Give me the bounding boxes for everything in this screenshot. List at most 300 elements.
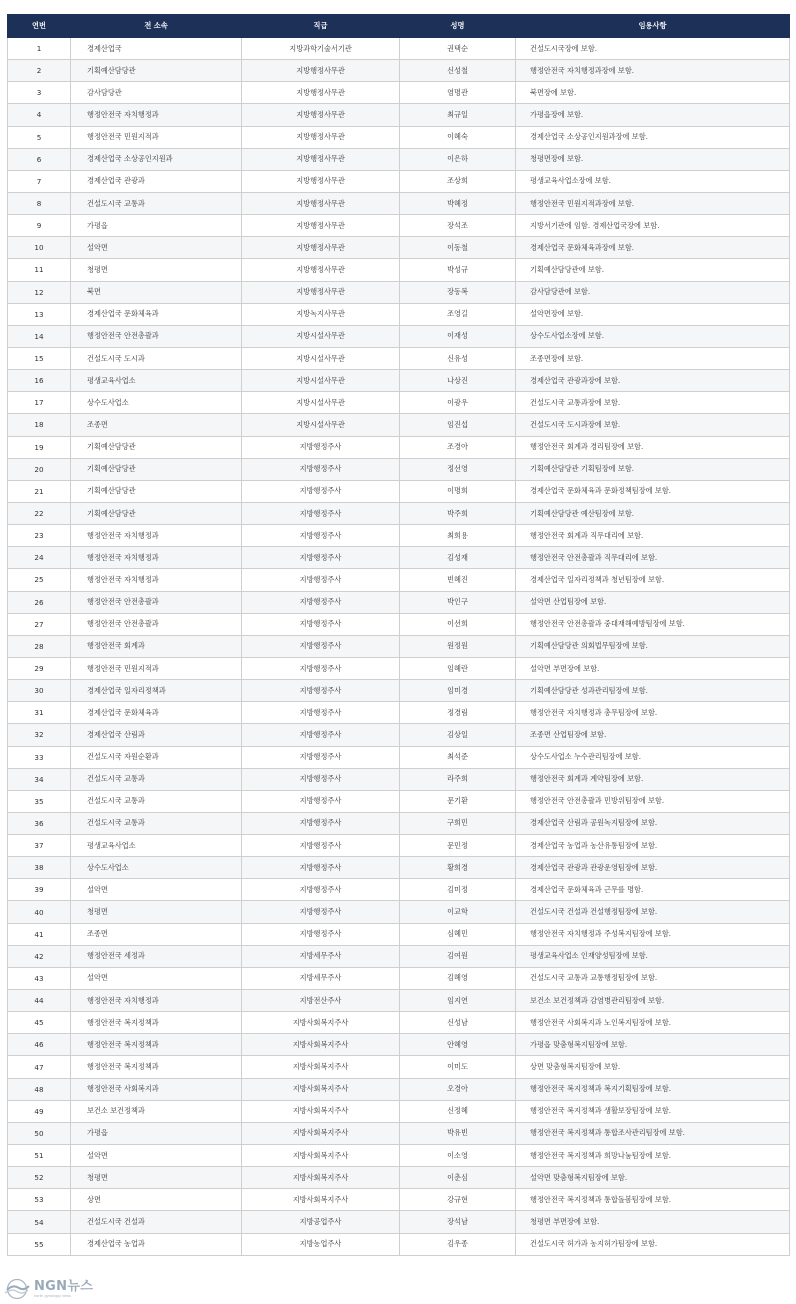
appointment-detail-cell: 청평면 부면장에 보함. [516, 1211, 790, 1233]
previous-department-cell: 상수도사업소 [71, 392, 242, 414]
row-number-cell: 8 [8, 192, 71, 214]
row-number-cell: 33 [8, 746, 71, 768]
previous-department-cell: 행정안전국 세정과 [71, 945, 242, 967]
rank-cell: 지방행정사무관 [242, 148, 400, 170]
row-number-cell: 44 [8, 990, 71, 1012]
table-row [8, 325, 790, 347]
table-row [8, 547, 790, 569]
person-name-cell: 조영길 [400, 303, 516, 325]
appointment-detail-cell: 행정안전국 회계과 직무대리에 보함. [516, 525, 790, 547]
appointment-detail-cell: 가평읍장에 보함. [516, 104, 790, 126]
previous-department-cell: 감사담당관 [71, 82, 242, 104]
appointment-detail-cell: 설악면장에 보함. [516, 303, 790, 325]
person-name-cell: 이은하 [400, 148, 516, 170]
rank-cell: 지방행정사무관 [242, 192, 400, 214]
previous-department-cell: 조종면 [71, 923, 242, 945]
previous-department-cell: 설악면 [71, 237, 242, 259]
appointment-detail-cell: 설악면 부면장에 보함. [516, 657, 790, 679]
rank-cell: 지방행정주사 [242, 724, 400, 746]
person-name-cell: 문기환 [400, 790, 516, 812]
rank-cell: 지방행정주사 [242, 525, 400, 547]
previous-department-cell: 건설도시국 교통과 [71, 192, 242, 214]
rank-cell: 지방사회복지주사 [242, 1034, 400, 1056]
person-name-cell: 원정원 [400, 635, 516, 657]
table-row [8, 990, 790, 1012]
rank-cell: 지방행정주사 [242, 746, 400, 768]
previous-department-cell: 조종면 [71, 414, 242, 436]
rank-cell: 지방행정주사 [242, 857, 400, 879]
appointment-detail-cell: 상수도사업소장에 보함. [516, 325, 790, 347]
person-name-cell: 염명관 [400, 82, 516, 104]
person-name-cell: 정경림 [400, 702, 516, 724]
row-number-cell: 53 [8, 1189, 71, 1211]
table-row [8, 857, 790, 879]
table-row [8, 1211, 790, 1233]
table-row [8, 259, 790, 281]
person-name-cell: 이광우 [400, 392, 516, 414]
previous-department-cell: 건설도시국 교통과 [71, 790, 242, 812]
table-row [8, 1034, 790, 1056]
appointment-detail-cell: 건설도시국장에 보함. [516, 38, 790, 60]
rank-cell: 지방행정주사 [242, 547, 400, 569]
rank-cell: 지방시설사무관 [242, 414, 400, 436]
row-number-cell: 51 [8, 1145, 71, 1167]
person-name-cell: 이미도 [400, 1056, 516, 1078]
table-row [8, 680, 790, 702]
appointment-detail-cell: 평생교육사업소 인재양성팀장에 보함. [516, 945, 790, 967]
row-number-cell: 5 [8, 126, 71, 148]
table-row [8, 38, 790, 60]
appointment-detail-cell: 평생교육사업소장에 보함. [516, 170, 790, 192]
row-number-cell: 3 [8, 82, 71, 104]
previous-department-cell: 상수도사업소 [71, 857, 242, 879]
table-row [8, 281, 790, 303]
rank-cell: 지방사회복지주사 [242, 1122, 400, 1144]
table-row [8, 502, 790, 524]
previous-department-cell: 북면 [71, 281, 242, 303]
appointment-detail-cell: 기획예산담당관 성과관리팀장에 보함. [516, 680, 790, 702]
table-row [8, 458, 790, 480]
ngn-news-logo [4, 1278, 93, 1300]
appointment-detail-cell: 행정안전국 복지정책과 통합돌봄팀장에 보함. [516, 1189, 790, 1211]
previous-department-cell: 행정안전국 안전총괄과 [71, 325, 242, 347]
previous-department-cell: 행정안전국 사회복지과 [71, 1078, 242, 1100]
appointment-detail-cell: 건설도시국 교통과장에 보함. [516, 392, 790, 414]
appointment-detail-cell: 가평읍 맞춤형복지팀장에 보함. [516, 1034, 790, 1056]
person-name-cell: 안혜영 [400, 1034, 516, 1056]
previous-department-cell: 설악면 [71, 879, 242, 901]
row-number-cell: 26 [8, 591, 71, 613]
row-number-cell: 29 [8, 657, 71, 679]
header-row [8, 15, 790, 38]
person-name-cell: 권택순 [400, 38, 516, 60]
rank-cell: 지방행정주사 [242, 790, 400, 812]
appointment-detail-cell: 경제산업국 산림과 공원녹지팀장에 보함. [516, 812, 790, 834]
rank-cell: 지방행정사무관 [242, 281, 400, 303]
previous-department-cell: 행정안전국 자치행정과 [71, 104, 242, 126]
rank-cell: 지방사회복지주사 [242, 1100, 400, 1122]
previous-department-cell: 행정안전국 민원지적과 [71, 657, 242, 679]
previous-department-cell: 상면 [71, 1189, 242, 1211]
person-name-cell: 이명희 [400, 480, 516, 502]
table-row [8, 215, 790, 237]
table-row [8, 923, 790, 945]
person-name-cell: 김우종 [400, 1233, 516, 1255]
row-number-cell: 31 [8, 702, 71, 724]
appointment-detail-cell: 조종면장에 보함. [516, 347, 790, 369]
person-name-cell: 강규현 [400, 1189, 516, 1211]
person-name-cell: 이선희 [400, 613, 516, 635]
rank-cell: 지방시설사무관 [242, 347, 400, 369]
row-number-cell: 49 [8, 1100, 71, 1122]
previous-department-cell: 경제산업국 산림과 [71, 724, 242, 746]
previous-department-cell: 평생교육사업소 [71, 370, 242, 392]
table-row [8, 480, 790, 502]
rank-cell: 지방행정사무관 [242, 170, 400, 192]
table-row [8, 60, 790, 82]
person-name-cell: 구희민 [400, 812, 516, 834]
row-number-cell: 15 [8, 347, 71, 369]
rank-cell: 지방행정주사 [242, 901, 400, 923]
row-number-cell: 42 [8, 945, 71, 967]
appointment-detail-cell: 경제산업국 관광과 관광운영팀장에 보함. [516, 857, 790, 879]
table-row [8, 347, 790, 369]
appointment-detail-cell: 경제산업국 문화체육과 근무를 명함. [516, 879, 790, 901]
person-name-cell: 장동복 [400, 281, 516, 303]
row-number-cell: 20 [8, 458, 71, 480]
previous-department-cell: 경제산업국 일자리정책과 [71, 680, 242, 702]
person-name-cell: 임지연 [400, 990, 516, 1012]
table-row [8, 768, 790, 790]
rank-cell: 지방세무주사 [242, 945, 400, 967]
table-row [8, 945, 790, 967]
rank-cell: 지방행정주사 [242, 635, 400, 657]
rank-cell: 지방행정주사 [242, 657, 400, 679]
person-name-cell: 장석남 [400, 1211, 516, 1233]
table-row [8, 1056, 790, 1078]
person-name-cell: 신성남 [400, 1012, 516, 1034]
previous-department-cell: 기획예산담당관 [71, 458, 242, 480]
table-row [8, 1233, 790, 1255]
row-number-cell: 11 [8, 259, 71, 281]
table-row [8, 392, 790, 414]
rank-cell: 지방과학기술서기관 [242, 38, 400, 60]
previous-department-cell: 가평읍 [71, 215, 242, 237]
previous-department-cell: 건설도시국 도시과 [71, 347, 242, 369]
person-name-cell: 심혜민 [400, 923, 516, 945]
appointment-detail-cell: 설악면 맞춤형복지팀장에 보함. [516, 1167, 790, 1189]
table-row [8, 303, 790, 325]
previous-department-cell: 가평읍 [71, 1122, 242, 1144]
table-row [8, 967, 790, 989]
person-name-cell: 황희경 [400, 857, 516, 879]
person-name-cell: 조경아 [400, 436, 516, 458]
table-row [8, 436, 790, 458]
header-previous-department: 전 소속 [71, 15, 242, 38]
previous-department-cell: 경제산업국 관광과 [71, 170, 242, 192]
person-name-cell: 정선영 [400, 458, 516, 480]
row-number-cell: 1 [8, 38, 71, 60]
table-row [8, 525, 790, 547]
row-number-cell: 41 [8, 923, 71, 945]
rank-cell: 지방행정사무관 [242, 60, 400, 82]
previous-department-cell: 평생교육사업소 [71, 835, 242, 857]
person-name-cell: 문민정 [400, 835, 516, 857]
row-number-cell: 43 [8, 967, 71, 989]
person-name-cell: 조상희 [400, 170, 516, 192]
appointment-detail-cell: 행정안전국 회계과 계약팀장에 보함. [516, 768, 790, 790]
table-row [8, 370, 790, 392]
rank-cell: 지방세무주사 [242, 967, 400, 989]
person-name-cell: 신유성 [400, 347, 516, 369]
previous-department-cell: 행정안전국 자치행정과 [71, 990, 242, 1012]
previous-department-cell: 보건소 보건정책과 [71, 1100, 242, 1122]
previous-department-cell: 행정안전국 복지정책과 [71, 1056, 242, 1078]
rank-cell: 지방사회복지주사 [242, 1189, 400, 1211]
previous-department-cell: 기획예산담당관 [71, 480, 242, 502]
person-name-cell: 박주희 [400, 502, 516, 524]
appointment-detail-cell: 북면장에 보함. [516, 82, 790, 104]
table-row [8, 746, 790, 768]
rank-cell: 지방시설사무관 [242, 370, 400, 392]
previous-department-cell: 청평면 [71, 1167, 242, 1189]
table-row [8, 82, 790, 104]
rank-cell: 지방행정사무관 [242, 237, 400, 259]
row-number-cell: 4 [8, 104, 71, 126]
appointment-detail-cell: 행정안전국 민원지적과장에 보함. [516, 192, 790, 214]
appointment-detail-cell: 행정안전국 복지정책과 생활보장팀장에 보함. [516, 1100, 790, 1122]
header-appointment: 임용사항 [516, 15, 790, 38]
table-row [8, 635, 790, 657]
row-number-cell: 47 [8, 1056, 71, 1078]
table-row [8, 901, 790, 923]
ngn-logo-icon [4, 1278, 30, 1300]
table-row [8, 1078, 790, 1100]
row-number-cell: 52 [8, 1167, 71, 1189]
table-row [8, 1145, 790, 1167]
row-number-cell: 12 [8, 281, 71, 303]
appointment-detail-cell: 건설도시국 허가과 농지허가팀장에 보함. [516, 1233, 790, 1255]
person-name-cell: 오경아 [400, 1078, 516, 1100]
table-body [8, 38, 790, 1256]
rank-cell: 지방행정주사 [242, 591, 400, 613]
table-row [8, 192, 790, 214]
rank-cell: 지방행정주사 [242, 923, 400, 945]
person-name-cell: 이재성 [400, 325, 516, 347]
rank-cell: 지방시설사무관 [242, 325, 400, 347]
rank-cell: 지방행정주사 [242, 502, 400, 524]
previous-department-cell: 행정안전국 복지정책과 [71, 1012, 242, 1034]
row-number-cell: 23 [8, 525, 71, 547]
rank-cell: 지방행정주사 [242, 613, 400, 635]
person-name-cell: 이교학 [400, 901, 516, 923]
rank-cell: 지방행정주사 [242, 702, 400, 724]
header-name: 성명 [400, 15, 516, 38]
row-number-cell: 38 [8, 857, 71, 879]
previous-department-cell: 행정안전국 안전총괄과 [71, 613, 242, 635]
table-row [8, 148, 790, 170]
person-name-cell: 이춘심 [400, 1167, 516, 1189]
previous-department-cell: 건설도시국 교통과 [71, 768, 242, 790]
previous-department-cell: 건설도시국 건설과 [71, 1211, 242, 1233]
row-number-cell: 6 [8, 148, 71, 170]
row-number-cell: 50 [8, 1122, 71, 1144]
previous-department-cell: 건설도시국 자원순환과 [71, 746, 242, 768]
table-row [8, 104, 790, 126]
row-number-cell: 22 [8, 502, 71, 524]
appointment-detail-cell: 기획예산담당관 기획팀장에 보함. [516, 458, 790, 480]
row-number-cell: 34 [8, 768, 71, 790]
rank-cell: 지방행정주사 [242, 436, 400, 458]
previous-department-cell: 청평면 [71, 259, 242, 281]
rank-cell: 지방사회복지주사 [242, 1056, 400, 1078]
table-row [8, 613, 790, 635]
row-number-cell: 14 [8, 325, 71, 347]
appointment-detail-cell: 기획예산담당관 의회법무팀장에 보함. [516, 635, 790, 657]
row-number-cell: 19 [8, 436, 71, 458]
row-number-cell: 16 [8, 370, 71, 392]
person-name-cell: 이소영 [400, 1145, 516, 1167]
appointment-detail-cell: 상면 맞춤형복지팀장에 보함. [516, 1056, 790, 1078]
rank-cell: 지방행정사무관 [242, 215, 400, 237]
rank-cell: 지방시설사무관 [242, 392, 400, 414]
row-number-cell: 30 [8, 680, 71, 702]
person-name-cell: 최희용 [400, 525, 516, 547]
appointment-detail-cell: 청평면장에 보함. [516, 148, 790, 170]
appointment-detail-cell: 경제산업국 소상공인지원과장에 보함. [516, 126, 790, 148]
row-number-cell: 48 [8, 1078, 71, 1100]
row-number-cell: 32 [8, 724, 71, 746]
person-name-cell: 박성규 [400, 259, 516, 281]
table-row [8, 879, 790, 901]
rank-cell: 지방행정주사 [242, 835, 400, 857]
table-row [8, 1122, 790, 1144]
rank-cell: 지방행정주사 [242, 812, 400, 834]
row-number-cell: 17 [8, 392, 71, 414]
person-name-cell: 장석조 [400, 215, 516, 237]
previous-department-cell: 설악면 [71, 1145, 242, 1167]
row-number-cell: 55 [8, 1233, 71, 1255]
appointment-detail-cell: 행정안전국 안전총괄과 중대재해예방팀장에 보함. [516, 613, 790, 635]
appointment-detail-cell: 행정안전국 자치행정과 총무팀장에 보함. [516, 702, 790, 724]
appointment-detail-cell: 기획예산담당관 예산팀장에 보함. [516, 502, 790, 524]
appointment-detail-cell: 조종면 산업팀장에 보함. [516, 724, 790, 746]
table-row [8, 835, 790, 857]
table-row [8, 1012, 790, 1034]
rank-cell: 지방행정주사 [242, 480, 400, 502]
appointment-detail-cell: 경제산업국 농업과 농산유통팀장에 보함. [516, 835, 790, 857]
person-name-cell: 김혜영 [400, 967, 516, 989]
appointment-detail-cell: 감사담당관에 보함. [516, 281, 790, 303]
previous-department-cell: 경제산업국 소상공인지원과 [71, 148, 242, 170]
row-number-cell: 18 [8, 414, 71, 436]
previous-department-cell: 경제산업국 [71, 38, 242, 60]
appointment-detail-cell: 지방서기관에 임함. 경제산업국장에 보함. [516, 215, 790, 237]
row-number-cell: 46 [8, 1034, 71, 1056]
row-number-cell: 10 [8, 237, 71, 259]
table-row [8, 237, 790, 259]
person-name-cell: 김상일 [400, 724, 516, 746]
previous-department-cell: 행정안전국 복지정책과 [71, 1034, 242, 1056]
appointment-detail-cell: 행정안전국 안전총괄과 직무대리에 보함. [516, 547, 790, 569]
rank-cell: 지방공업주사 [242, 1211, 400, 1233]
row-number-cell: 7 [8, 170, 71, 192]
appointment-detail-cell: 건설도시국 도시과장에 보함. [516, 414, 790, 436]
appointment-detail-cell: 건설도시국 교통과 교통행정팀장에 보함. [516, 967, 790, 989]
appointment-detail-cell: 행정안전국 사회복지과 노인복지팀장에 보함. [516, 1012, 790, 1034]
person-name-cell: 임진섭 [400, 414, 516, 436]
previous-department-cell: 행정안전국 자치행정과 [71, 525, 242, 547]
person-name-cell: 신정혜 [400, 1100, 516, 1122]
row-number-cell: 40 [8, 901, 71, 923]
table-row [8, 724, 790, 746]
appointment-detail-cell: 경제산업국 문화체육과 문화정책팀장에 보함. [516, 480, 790, 502]
rank-cell: 지방농업주사 [242, 1233, 400, 1255]
table-row [8, 657, 790, 679]
appointment-detail-cell: 행정안전국 복지정책과 복지기획팀장에 보함. [516, 1078, 790, 1100]
table-row [8, 170, 790, 192]
person-name-cell: 이동철 [400, 237, 516, 259]
previous-department-cell: 경제산업국 농업과 [71, 1233, 242, 1255]
appointment-detail-cell: 행정안전국 안전총괄과 민방위팀장에 보함. [516, 790, 790, 812]
appointment-detail-cell: 경제산업국 문화체육과장에 보함. [516, 237, 790, 259]
person-name-cell: 김여원 [400, 945, 516, 967]
previous-department-cell: 청평면 [71, 901, 242, 923]
table-row [8, 126, 790, 148]
appointment-detail-cell: 설악면 산업팀장에 보함. [516, 591, 790, 613]
table-row [8, 1167, 790, 1189]
rank-cell: 지방사회복지주사 [242, 1145, 400, 1167]
appointment-detail-cell: 행정안전국 회계과 경리팀장에 보함. [516, 436, 790, 458]
previous-department-cell: 경제산업국 문화체육과 [71, 303, 242, 325]
appointment-detail-cell: 행정안전국 복지정책과 희망나눔팀장에 보함. [516, 1145, 790, 1167]
row-number-cell: 28 [8, 635, 71, 657]
appointment-detail-cell: 경제산업국 관광과장에 보함. [516, 370, 790, 392]
appointment-detail-cell: 경제산업국 일자리정책과 청년팀장에 보함. [516, 569, 790, 591]
person-name-cell: 김성재 [400, 547, 516, 569]
logo-tagline: north gyeonggi news [34, 1293, 71, 1298]
previous-department-cell: 행정안전국 회계과 [71, 635, 242, 657]
table-row [8, 569, 790, 591]
table-row [8, 414, 790, 436]
rank-cell: 지방녹지사무관 [242, 303, 400, 325]
rank-cell: 지방행정주사 [242, 680, 400, 702]
appointment-detail-cell: 상수도사업소 누수관리팀장에 보함. [516, 746, 790, 768]
previous-department-cell: 행정안전국 민원지적과 [71, 126, 242, 148]
person-name-cell: 빈혜진 [400, 569, 516, 591]
rank-cell: 지방행정주사 [242, 569, 400, 591]
previous-department-cell: 기획예산담당관 [71, 60, 242, 82]
previous-department-cell: 설악면 [71, 967, 242, 989]
rank-cell: 지방행정주사 [242, 768, 400, 790]
table-row [8, 702, 790, 724]
rank-cell: 지방행정사무관 [242, 126, 400, 148]
rank-cell: 지방전산주사 [242, 990, 400, 1012]
rank-cell: 지방행정사무관 [242, 259, 400, 281]
personnel-appointment-table [7, 14, 790, 1256]
row-number-cell: 13 [8, 303, 71, 325]
appointment-table-container [7, 14, 789, 1256]
row-number-cell: 2 [8, 60, 71, 82]
logo-name: NGN뉴스 [34, 1278, 94, 1294]
row-number-cell: 36 [8, 812, 71, 834]
row-number-cell: 37 [8, 835, 71, 857]
table-row [8, 790, 790, 812]
table-row [8, 591, 790, 613]
row-number-cell: 54 [8, 1211, 71, 1233]
appointment-detail-cell: 행정안전국 자치행정과장에 보함. [516, 60, 790, 82]
row-number-cell: 9 [8, 215, 71, 237]
